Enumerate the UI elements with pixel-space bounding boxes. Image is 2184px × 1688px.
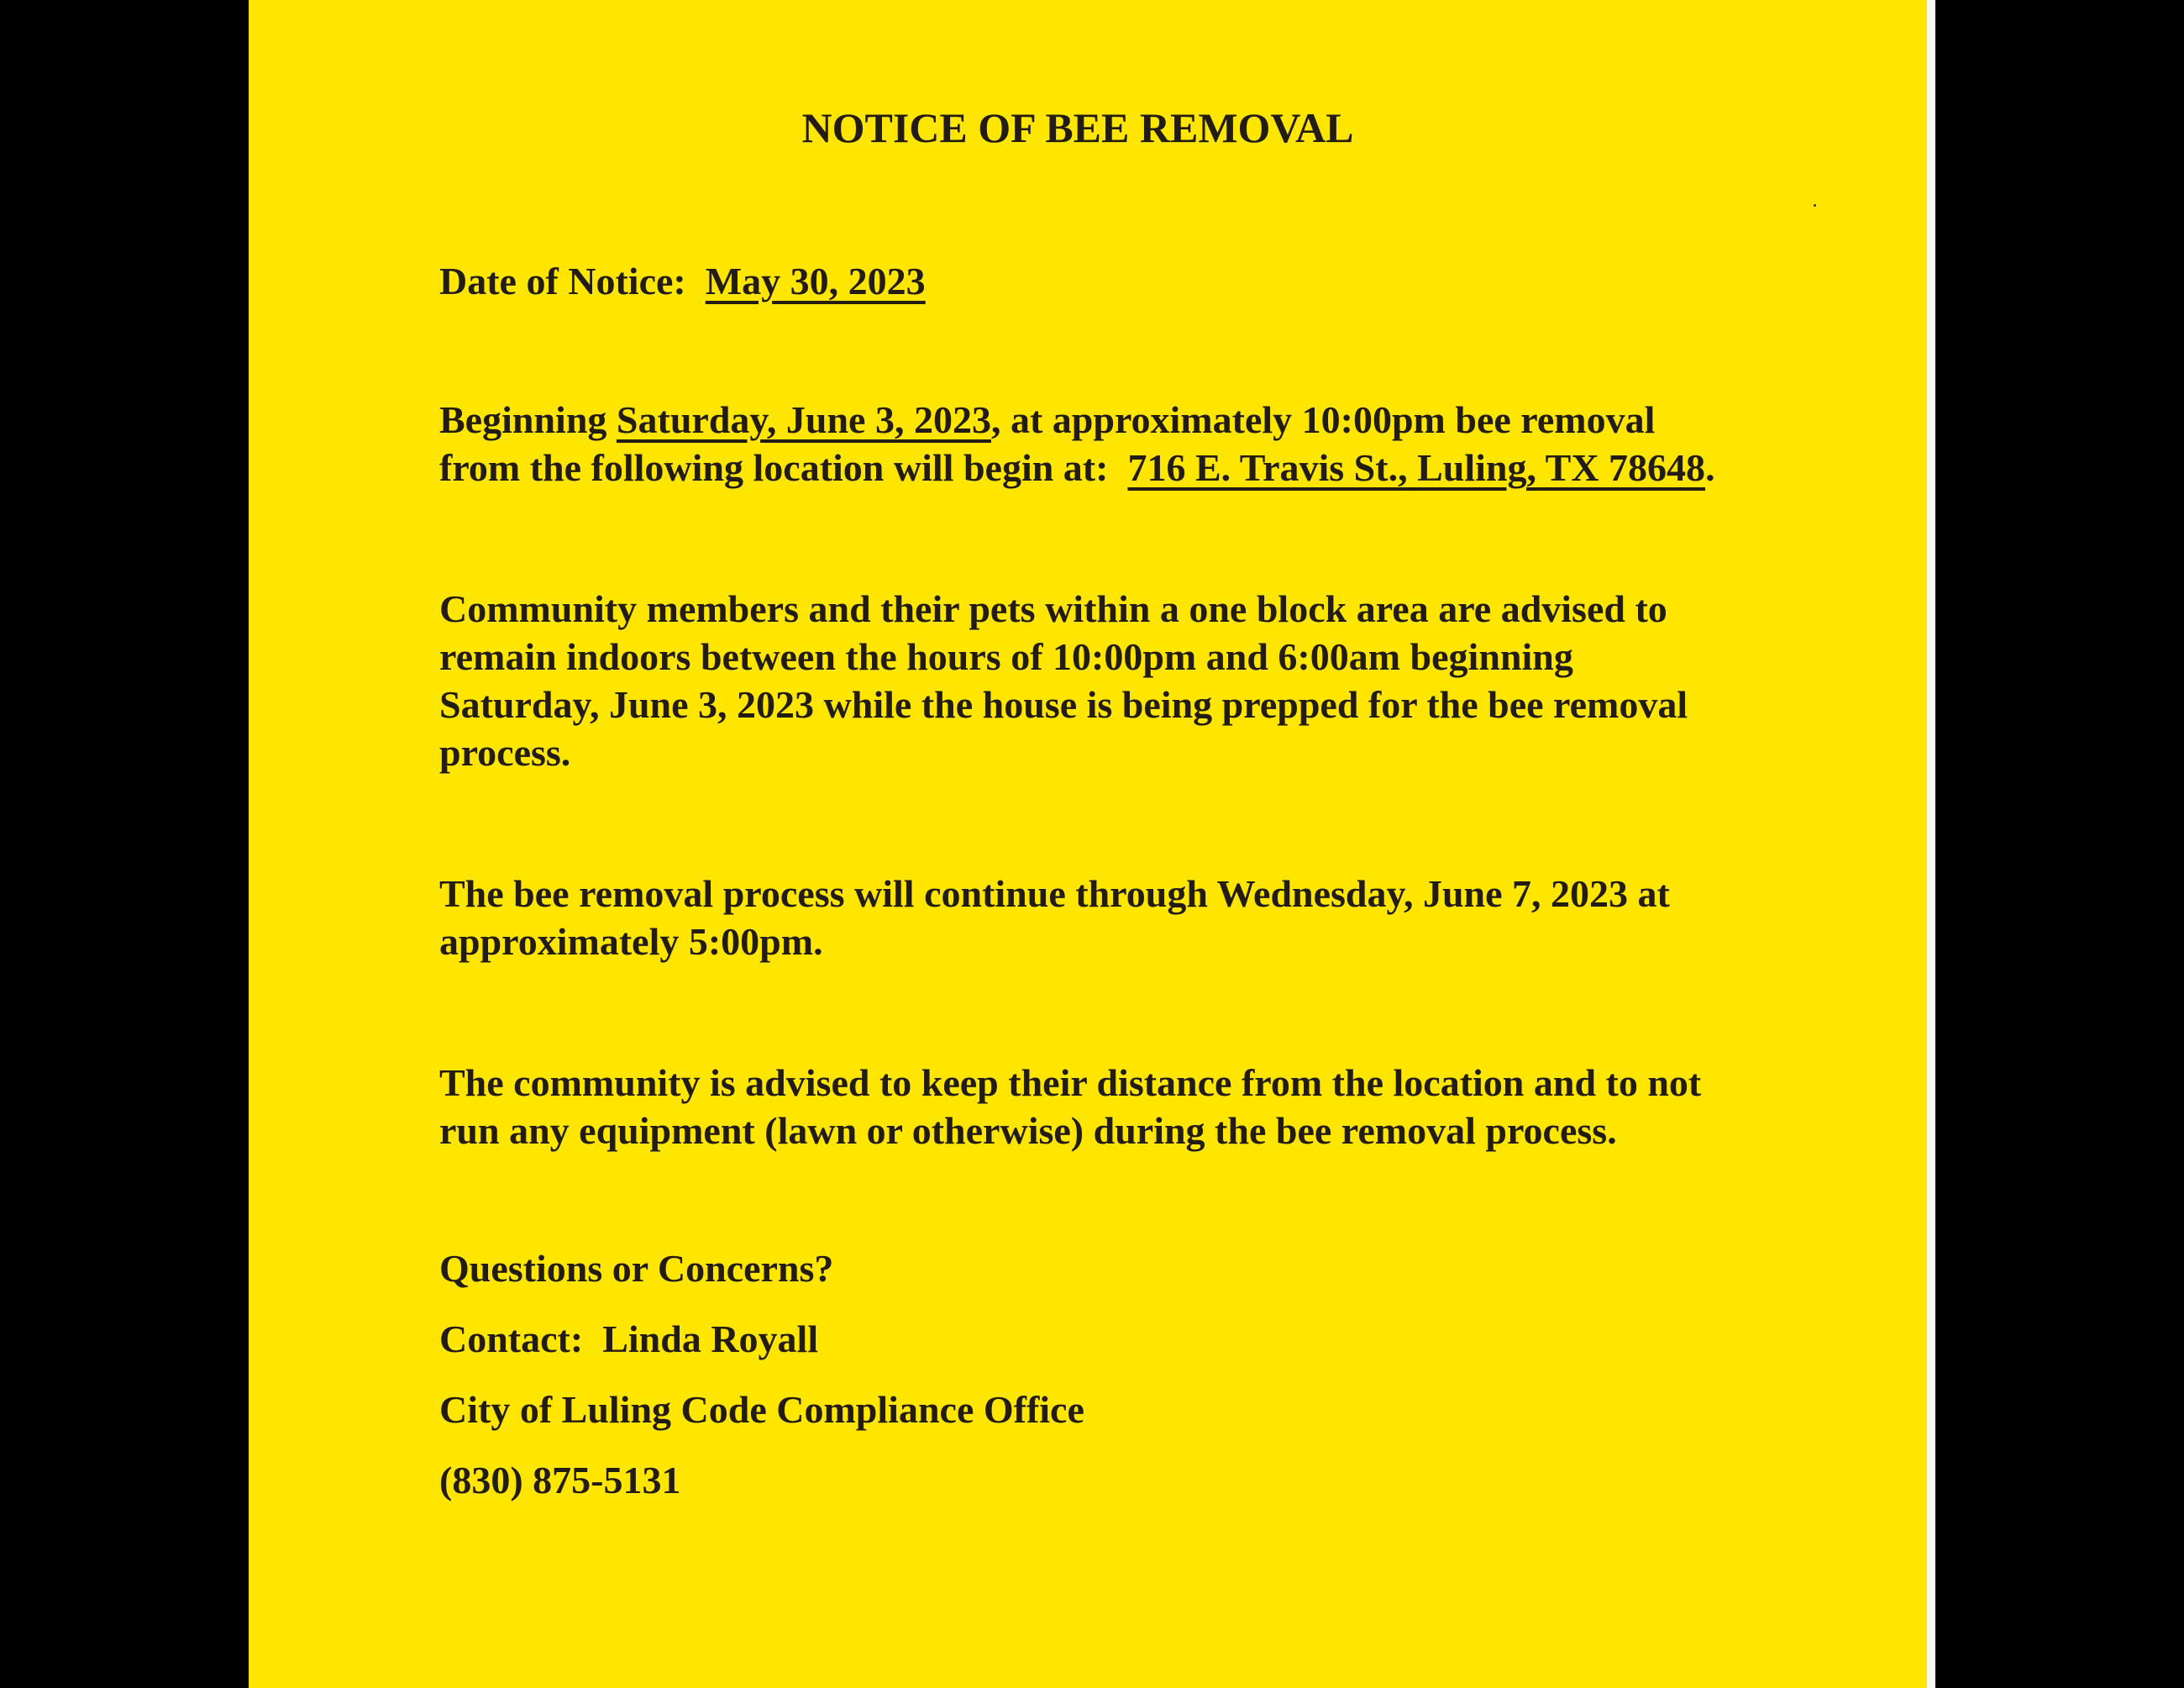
- location-suffix: .: [1705, 446, 1715, 489]
- advisory-line-3: Saturday, June 3, 2023 while the house is being prepped for the bee removal: [439, 683, 1688, 726]
- duration-line-2: approximately 5:00pm.: [439, 920, 823, 963]
- location-address: 716 E. Travis St., Luling, TX 78648: [1127, 446, 1706, 489]
- notice-page: [249, 0, 1927, 1688]
- advisory-line-1: Community members and their pets within a one block area are advised to: [439, 587, 1667, 630]
- contact-label: Contact:: [439, 1317, 584, 1360]
- date-line: [439, 257, 926, 305]
- date-label: Date of Notice:: [439, 260, 686, 302]
- distance-line-1: The community is advised to keep their distance from the location and to not: [439, 1061, 1702, 1104]
- notice-title: NOTICE OF BEE REMOVAL: [801, 104, 1354, 151]
- phone-number: (830) 875-5131: [439, 1459, 681, 1501]
- advisory-line-2: remain indoors between the hours of 10:00pm and 6:00am beginning: [439, 635, 1573, 678]
- office-name: City of Luling Code Compliance Office: [439, 1388, 1084, 1431]
- start-prefix: Beginning: [439, 398, 617, 441]
- start-suffix: , at approximately 10:00pm bee removal: [990, 398, 1656, 441]
- duration-line-1: The bee removal process will continue through Wednesday, June 7, 2023 at: [439, 872, 1670, 915]
- contact-name: Linda Royall: [602, 1317, 819, 1360]
- distance-line-2: run any equipment (lawn or otherwise) during the bee removal process.: [439, 1109, 1617, 1152]
- location-prefix: from the following location will begin at:: [439, 446, 1109, 489]
- contact-line: [439, 1315, 818, 1363]
- advisory-line-4: process.: [439, 731, 571, 774]
- start-date: Saturday, June 3, 2023: [616, 398, 991, 441]
- page-edge: [1927, 0, 1935, 1688]
- date-value: May 30, 2023: [705, 260, 926, 302]
- paragraph-start-line-1: [439, 396, 1655, 444]
- paragraph-start-line-2: [439, 444, 1715, 492]
- scan-speck: [1814, 204, 1816, 207]
- questions-heading: Questions or Concerns?: [439, 1247, 834, 1290]
